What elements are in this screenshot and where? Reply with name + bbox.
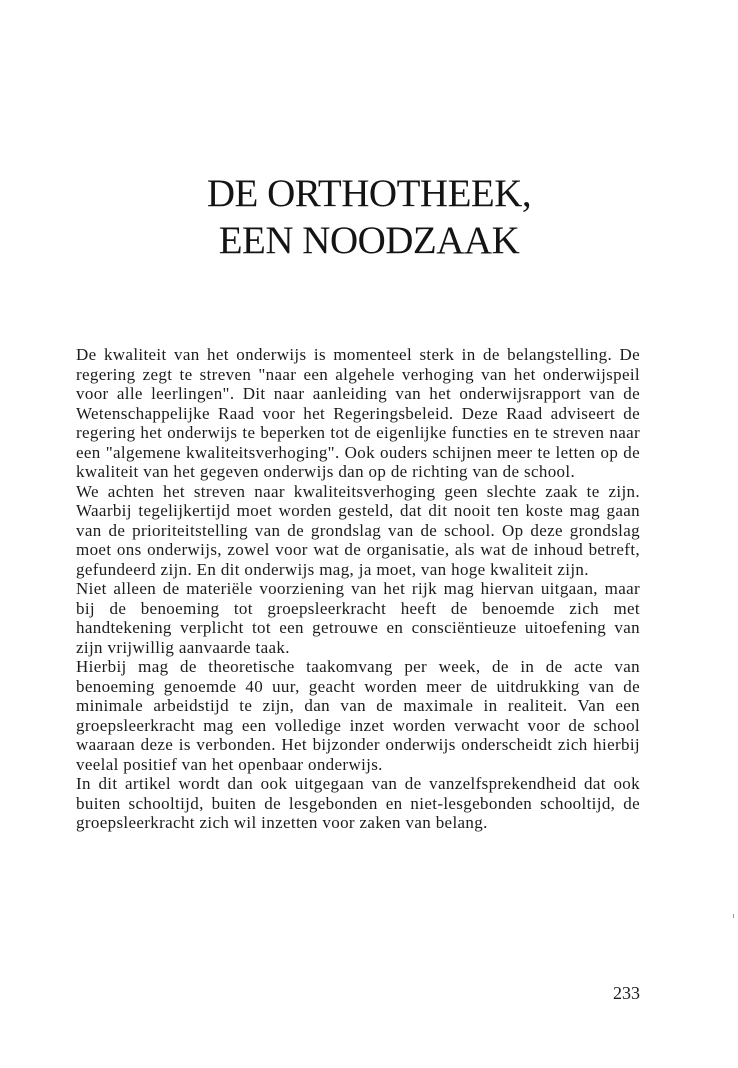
paragraph: Hierbij mag de theoretische taakomvang per week, de in de acte van benoeming genoemde 40 uur, geacht worden meer de uitdrukking van de minimale arbeidstijd te zijn, dan van de maximale in realiteit. Van een groepsleerkracht mag een volledige inzet worden verwacht voor de school waaraan deze is verbonden. Het bijzonder onderwijs onderscheidt zich hierbij veelal positief van het openbaar onderwijs. <box>76 657 640 774</box>
paragraph: In dit artikel wordt dan ook uitgegaan van de vanzelfsprekendheid dat ook buiten schooltijd, buiten de lesgebonden en niet-lesgebonden schooltijd, de groepsleerkracht zich wil inzetten voor zaken van belang. <box>76 774 640 832</box>
paragraph: De kwaliteit van het onderwijs is momenteel sterk in de belangstelling. De regering zegt te streven "naar een algehele verhoging van het onderwijspeil voor alle leerlingen". Dit naar aanleiding van het onderwijsrapport van de Wetenschappelijke Raad voor het Regeringsbeleid. Deze Raad adviseert de regering het onderwijs te beperken tot de eigenlijke functies en te streven naar een "algemene kwaliteitsverhoging". Ook ouders schijnen meer te letten op de kwaliteit van het gegeven onderwijs dan op de richting van de school. <box>76 345 640 481</box>
paragraph: Niet alleen de materiële voorziening van het rijk mag hiervan uitgaan, maar bij de benoeming tot groepsleerkracht heeft de benoemde zich met handtekening verplicht tot een getrouwe en consciëntieuze uitoefening van zijn vrijwillig aanvaarde taak. <box>76 579 640 657</box>
paragraph: We achten het streven naar kwaliteitsverhoging geen slechte zaak te zijn. Waarbij tegelijkertijd moet worden gesteld, dat dit nooit ten koste mag gaan van de prioriteitstelling van de grondslag van de school. Op deze grondslag moet ons onderwijs, zowel voor wat de organisatie, als wat de inhoud betreft, gefundeerd zijn. En dit onderwijs mag, ja moet, van hoge kwaliteit zijn. <box>76 481 640 579</box>
title-line-2: EEN NOODZAAK <box>218 219 520 262</box>
page-title <box>0 170 738 264</box>
title-line-1: DE ORTHOTHEEK, <box>206 172 532 215</box>
article-body <box>76 345 640 833</box>
page-number: 233 <box>613 983 640 1003</box>
scan-speck <box>733 914 734 918</box>
